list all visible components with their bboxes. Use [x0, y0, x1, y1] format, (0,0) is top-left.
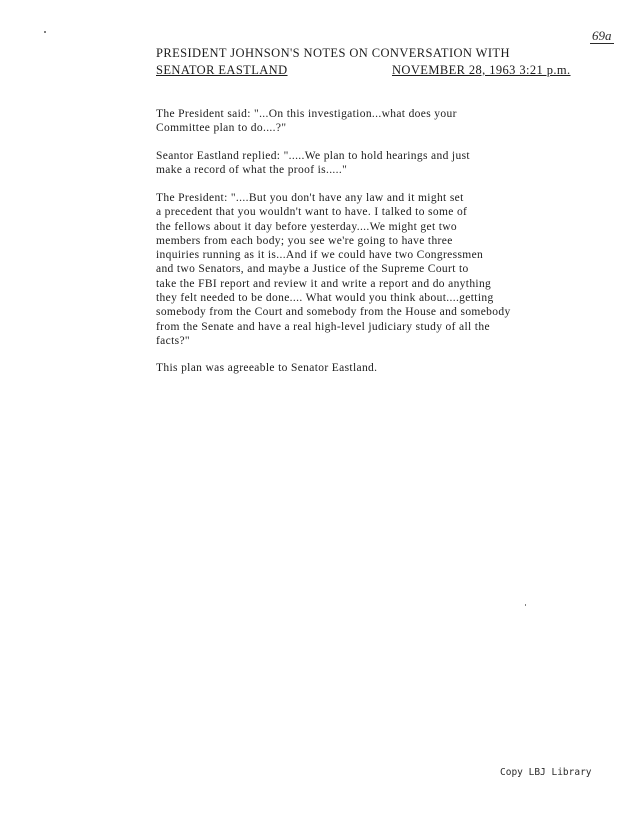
paragraph-conclusion: This plan was agreeable to Senator Eastland.: [156, 362, 378, 374]
footer-library-stamp: Copy LBJ Library: [500, 767, 592, 778]
header-senator: SENATOR EASTLAND: [156, 63, 288, 77]
scan-speck: [44, 31, 46, 33]
header-date: NOVEMBER 28, 1963 3:21 p.m.: [392, 63, 571, 77]
paragraph-president-proposal: The President: "....But you don't have any law and it might set a precedent that you wouldn't want to have. I talked to some of the fellows about it day before yesterday....We might get two members from each body; you see we're going to have three inquiries running as it is...And if we could have two Congressmen and two Senators, and maybe a Justice of the Supreme Court to take the FBI report and review it and write a report and do anything they felt needed to be done.... What would you think about....getting somebody from the Court and somebody from the House and somebody from the Senate and have a real high-level judiciary study of all the facts?": [156, 192, 511, 347]
document-header: [156, 45, 596, 79]
paragraph-president-question: The President said: "...On this investigation...what does your Committee plan to do....?": [156, 108, 457, 135]
page-number: 69a: [592, 28, 612, 43]
page-number-underline: [590, 43, 614, 44]
scan-speck: [525, 604, 526, 606]
paragraph-eastland-reply: Seantor Eastland replied: ".....We plan to hold hearings and just make a record of what the proof is.....": [156, 150, 470, 177]
header-subtitle-row: [156, 62, 596, 79]
header-title: PRESIDENT JOHNSON'S NOTES ON CONVERSATION WITH: [156, 46, 510, 60]
